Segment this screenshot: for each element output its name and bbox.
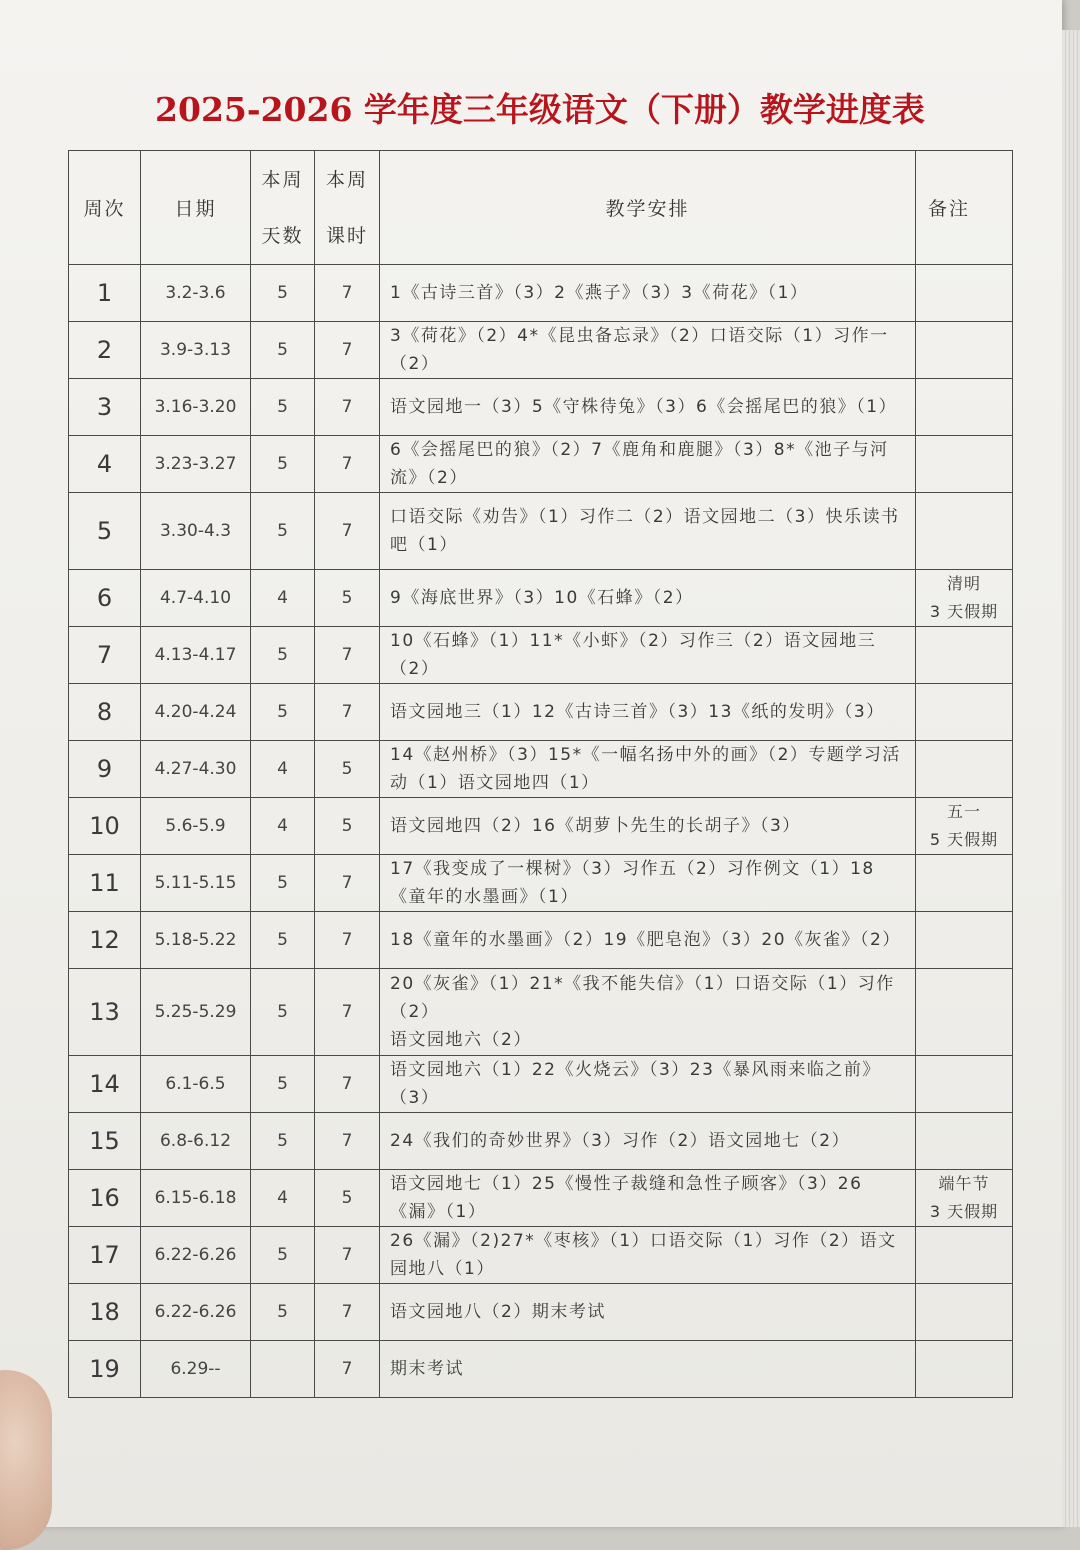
- header-date: 日期: [141, 151, 251, 265]
- hours-cell: 7: [315, 912, 380, 969]
- date-cell: 3.23-3.27: [141, 436, 251, 493]
- date-cell: 5.18-5.22: [141, 912, 251, 969]
- week-cell: 2: [69, 322, 141, 379]
- hours-cell: 7: [315, 1284, 380, 1341]
- plan-cell: 3《荷花》（2）4*《昆虫备忘录》（2）口语交际（1）习作一（2）: [380, 322, 916, 379]
- plan-cell: 10《石蜂》（1）11*《小虾》（2）习作三（2）语文园地三（2）: [380, 627, 916, 684]
- table-body: [69, 265, 1013, 1398]
- week-cell: 19: [69, 1341, 141, 1398]
- plan-cell: 语文园地一（3）5《守株待兔》（3）6《会摇尾巴的狼》（1）: [380, 379, 916, 436]
- table-row: [69, 493, 1013, 570]
- header-days-line2: 天数: [261, 224, 304, 247]
- header-plan: 教学安排: [380, 151, 916, 265]
- days-cell: 5: [251, 265, 315, 322]
- table-row: [69, 1341, 1013, 1398]
- date-cell: 5.11-5.15: [141, 855, 251, 912]
- plan-cell: 语文园地八（2）期末考试: [380, 1284, 916, 1341]
- table-row: [69, 1284, 1013, 1341]
- plan-cell: 6《会摇尾巴的狼》（2）7《鹿角和鹿腿》（3）8*《池子与河流》（2）: [380, 436, 916, 493]
- hours-cell: 7: [315, 436, 380, 493]
- week-cell: 16: [69, 1170, 141, 1227]
- table-row: [69, 741, 1013, 798]
- plan-cell: 20《灰雀》（1）21*《我不能失信》（1）口语交际（1）习作（2） 语文园地六（2）: [380, 969, 916, 1056]
- days-cell: 4: [251, 1170, 315, 1227]
- days-cell: 4: [251, 741, 315, 798]
- date-cell: 6.8-6.12: [141, 1113, 251, 1170]
- hours-cell: 5: [315, 1170, 380, 1227]
- note-cell: [916, 265, 1013, 322]
- table-row: [69, 1113, 1013, 1170]
- week-cell: 9: [69, 741, 141, 798]
- days-cell: 5: [251, 855, 315, 912]
- plan-cell: 口语交际《劝告》（1）习作二（2）语文园地二（3）快乐读书吧（1）: [380, 493, 916, 570]
- date-cell: 5.25-5.29: [141, 969, 251, 1056]
- hours-cell: 5: [315, 741, 380, 798]
- hours-cell: 7: [315, 379, 380, 436]
- note-cell: [916, 1284, 1013, 1341]
- table-row: [69, 436, 1013, 493]
- table-header-row: [69, 151, 1013, 265]
- date-cell: 4.27-4.30: [141, 741, 251, 798]
- days-cell: 5: [251, 1227, 315, 1284]
- plan-cell: 26《漏》（2)27*《枣核》（1）口语交际（1）习作（2）语文园地八（1）: [380, 1227, 916, 1284]
- date-cell: 6.1-6.5: [141, 1056, 251, 1113]
- week-cell: 4: [69, 436, 141, 493]
- plan-cell: 语文园地三（1）12《古诗三首》（3）13《纸的发明》（3）: [380, 684, 916, 741]
- hours-cell: 7: [315, 627, 380, 684]
- days-cell: 5: [251, 493, 315, 570]
- note-cell: 五一 5 天假期: [916, 798, 1013, 855]
- note-cell: [916, 627, 1013, 684]
- stacked-pages-edge: [1062, 30, 1080, 1527]
- plan-cell: 1《古诗三首》（3）2《燕子》（3）3《荷花》（1）: [380, 265, 916, 322]
- note-cell: [916, 1056, 1013, 1113]
- week-cell: 18: [69, 1284, 141, 1341]
- table-row: [69, 322, 1013, 379]
- note-cell: [916, 969, 1013, 1056]
- plan-cell: 17《我变成了一棵树》（3）习作五（2）习作例文（1）18《童年的水墨画》（1）: [380, 855, 916, 912]
- hours-cell: 7: [315, 265, 380, 322]
- days-cell: [251, 1341, 315, 1398]
- header-hours: [315, 151, 380, 265]
- table-row: [69, 1056, 1013, 1113]
- hours-cell: 7: [315, 1341, 380, 1398]
- week-cell: 7: [69, 627, 141, 684]
- note-cell: [916, 741, 1013, 798]
- table-row: [69, 969, 1013, 1056]
- hours-cell: 7: [315, 1056, 380, 1113]
- note-cell: [916, 379, 1013, 436]
- header-days-line1: 本周: [261, 168, 304, 191]
- plan-cell: 14《赵州桥》（3）15*《一幅名扬中外的画》（2）专题学习活动（1）语文园地四（1）: [380, 741, 916, 798]
- header-week: 周次: [69, 151, 141, 265]
- week-cell: 11: [69, 855, 141, 912]
- table-row: [69, 627, 1013, 684]
- week-cell: 15: [69, 1113, 141, 1170]
- week-cell: 3: [69, 379, 141, 436]
- hours-cell: 7: [315, 322, 380, 379]
- note-cell: [916, 493, 1013, 570]
- days-cell: 4: [251, 570, 315, 627]
- note-cell: [916, 684, 1013, 741]
- week-cell: 12: [69, 912, 141, 969]
- week-cell: 17: [69, 1227, 141, 1284]
- week-cell: 6: [69, 570, 141, 627]
- header-hours-line1: 本周: [325, 168, 368, 191]
- note-cell: [916, 855, 1013, 912]
- week-cell: 5: [69, 493, 141, 570]
- header-days: [251, 151, 315, 265]
- days-cell: 4: [251, 798, 315, 855]
- days-cell: 5: [251, 912, 315, 969]
- note-cell: [916, 1113, 1013, 1170]
- page-title: 2025-2026 学年度三年级语文（下册）教学进度表: [155, 90, 925, 129]
- date-cell: 6.15-6.18: [141, 1170, 251, 1227]
- week-cell: 10: [69, 798, 141, 855]
- plan-cell: 24《我们的奇妙世界》（3）习作（2）语文园地七（2）: [380, 1113, 916, 1170]
- date-cell: 6.22-6.26: [141, 1284, 251, 1341]
- week-cell: 14: [69, 1056, 141, 1113]
- hours-cell: 7: [315, 493, 380, 570]
- date-cell: 5.6-5.9: [141, 798, 251, 855]
- date-cell: 6.29--: [141, 1341, 251, 1398]
- date-cell: 4.13-4.17: [141, 627, 251, 684]
- table-row: [69, 570, 1013, 627]
- days-cell: 5: [251, 627, 315, 684]
- table-row: [69, 855, 1013, 912]
- table-row: [69, 379, 1013, 436]
- days-cell: 5: [251, 1056, 315, 1113]
- note-cell: [916, 1341, 1013, 1398]
- days-cell: 5: [251, 322, 315, 379]
- hours-cell: 7: [315, 1227, 380, 1284]
- table-row: [69, 1170, 1013, 1227]
- plan-cell: 期末考试: [380, 1341, 916, 1398]
- note-cell: [916, 322, 1013, 379]
- table-row: [69, 265, 1013, 322]
- days-cell: 5: [251, 379, 315, 436]
- week-cell: 8: [69, 684, 141, 741]
- date-cell: 3.2-3.6: [141, 265, 251, 322]
- date-cell: 3.16-3.20: [141, 379, 251, 436]
- plan-cell: 9《海底世界》（3）10《石蜂》（2）: [380, 570, 916, 627]
- header-hours-line2: 课时: [325, 224, 368, 247]
- hours-cell: 5: [315, 570, 380, 627]
- hours-cell: 5: [315, 798, 380, 855]
- week-cell: 1: [69, 265, 141, 322]
- days-cell: 5: [251, 1284, 315, 1341]
- table-row: [69, 798, 1013, 855]
- thumb: [0, 1370, 52, 1550]
- plan-cell: 18《童年的水墨画》（2）19《肥皂泡》（3）20《灰雀》（2）: [380, 912, 916, 969]
- note-cell: [916, 1227, 1013, 1284]
- date-cell: 4.20-4.24: [141, 684, 251, 741]
- date-cell: 4.7-4.10: [141, 570, 251, 627]
- plan-cell: 语文园地六（1）22《火烧云》（3）23《暴风雨来临之前》（3）: [380, 1056, 916, 1113]
- date-cell: 6.22-6.26: [141, 1227, 251, 1284]
- note-cell: [916, 436, 1013, 493]
- table-row: [69, 684, 1013, 741]
- note-cell: [916, 912, 1013, 969]
- date-cell: 3.30-4.3: [141, 493, 251, 570]
- days-cell: 5: [251, 684, 315, 741]
- header-note: 备注: [916, 151, 1013, 265]
- days-cell: 5: [251, 969, 315, 1056]
- table-row: [69, 912, 1013, 969]
- days-cell: 5: [251, 1113, 315, 1170]
- plan-cell: 语文园地四（2）16《胡萝卜先生的长胡子》（3）: [380, 798, 916, 855]
- hours-cell: 7: [315, 684, 380, 741]
- hours-cell: 7: [315, 1113, 380, 1170]
- hours-cell: 7: [315, 855, 380, 912]
- note-cell: 清明 3 天假期: [916, 570, 1013, 627]
- hours-cell: 7: [315, 969, 380, 1056]
- note-cell: 端午节 3 天假期: [916, 1170, 1013, 1227]
- date-cell: 3.9-3.13: [141, 322, 251, 379]
- table-row: [69, 1227, 1013, 1284]
- plan-cell: 语文园地七（1）25《慢性子裁缝和急性子顾客》（3）26《漏》（1）: [380, 1170, 916, 1227]
- schedule-table: [68, 150, 1013, 1398]
- days-cell: 5: [251, 436, 315, 493]
- week-cell: 13: [69, 969, 141, 1056]
